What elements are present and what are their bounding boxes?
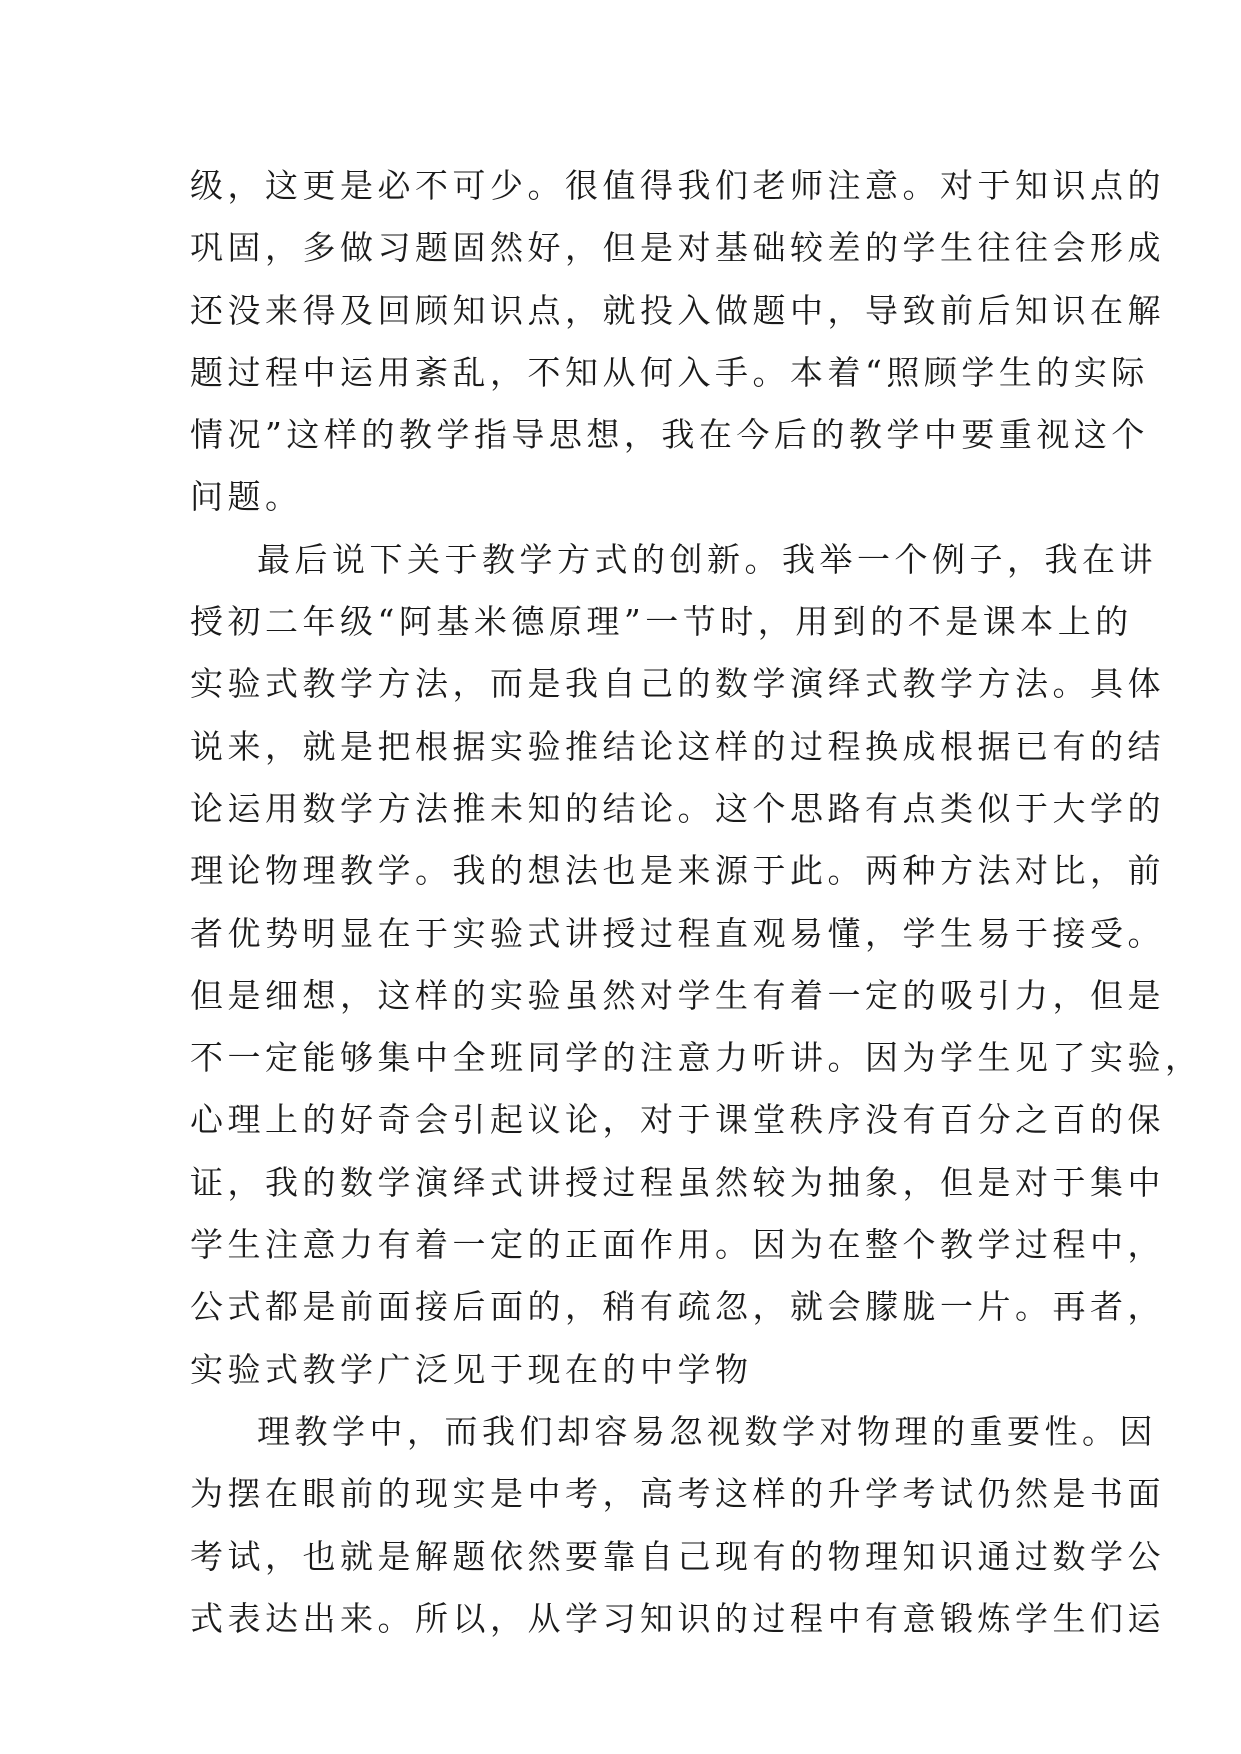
text-line: 考试，也就是解题依然要靠自己现有的物理知识通过数学公: [190, 1536, 1165, 1576]
text-line: 题过程中运用紊乱，不知从何入手。本着“照顾学生的实际: [190, 352, 1149, 392]
text-line: 式表达出来。所以，从学习知识的过程中有意锻炼学生们运: [190, 1598, 1165, 1638]
paragraph-first-line: 理教学中，而我们却容易忽视数学对物理的重要性。因: [257, 1411, 1157, 1451]
text-line: 实验式教学广泛见于现在的中学物: [190, 1349, 753, 1389]
text-line: 问题。: [190, 477, 303, 517]
text-line: 说来，就是把根据实验推结论这样的过程换成根据已有的结: [190, 726, 1165, 766]
text-line: 证，我的数学演绎式讲授过程虽然较为抽象，但是对于集中: [190, 1162, 1165, 1202]
text-line: 级，这更是必不可少。很值得我们老师注意。对于知识点的: [190, 166, 1165, 205]
text-line: 情况”这样的教学指导思想，我在今后的教学中要重视这个: [190, 415, 1149, 455]
body-text: [190, 155, 1203, 1650]
text-line: 授初二年级“阿基米德原理”一节时，用到的不是课本上的: [190, 602, 1133, 642]
text-line: 学生注意力有着一定的正面作用。因为在整个教学过程中，: [190, 1225, 1165, 1265]
paragraph-first-line: 最后说下关于教学方式的创新。我举一个例子，我在讲: [257, 539, 1157, 579]
text-line: 心理上的好奇会引起议论，对于课堂秩序没有百分之百的保: [190, 1100, 1165, 1140]
text-line: 实验式教学方法，而是我自己的数学演绎式教学方法。具体: [190, 664, 1165, 704]
text-line: 公式都是前面接后面的，稍有疏忽，就会朦胧一片。再者，: [190, 1287, 1165, 1327]
text-line: 不一定能够集中全班同学的注意力听讲。因为学生见了实验，: [190, 1038, 1203, 1078]
text-line: 论运用数学方法推未知的结论。这个思路有点类似于大学的: [190, 788, 1165, 828]
text-line: 为摆在眼前的现实是中考，高考这样的升学考试仍然是书面: [190, 1474, 1165, 1514]
text-line: 理论物理教学。我的想法也是来源于此。两种方法对比，前: [190, 851, 1165, 891]
text-line: 者优势明显在于实验式讲授过程直观易懂，学生易于接受。: [190, 913, 1165, 953]
text-line: 巩固，多做习题固然好，但是对基础较差的学生往往会形成: [190, 228, 1165, 268]
text-line: 但是细想，这样的实验虽然对学生有着一定的吸引力，但是: [190, 975, 1165, 1015]
text-line: 还没来得及回顾知识点，就投入做题中，导致前后知识在解: [190, 290, 1165, 330]
